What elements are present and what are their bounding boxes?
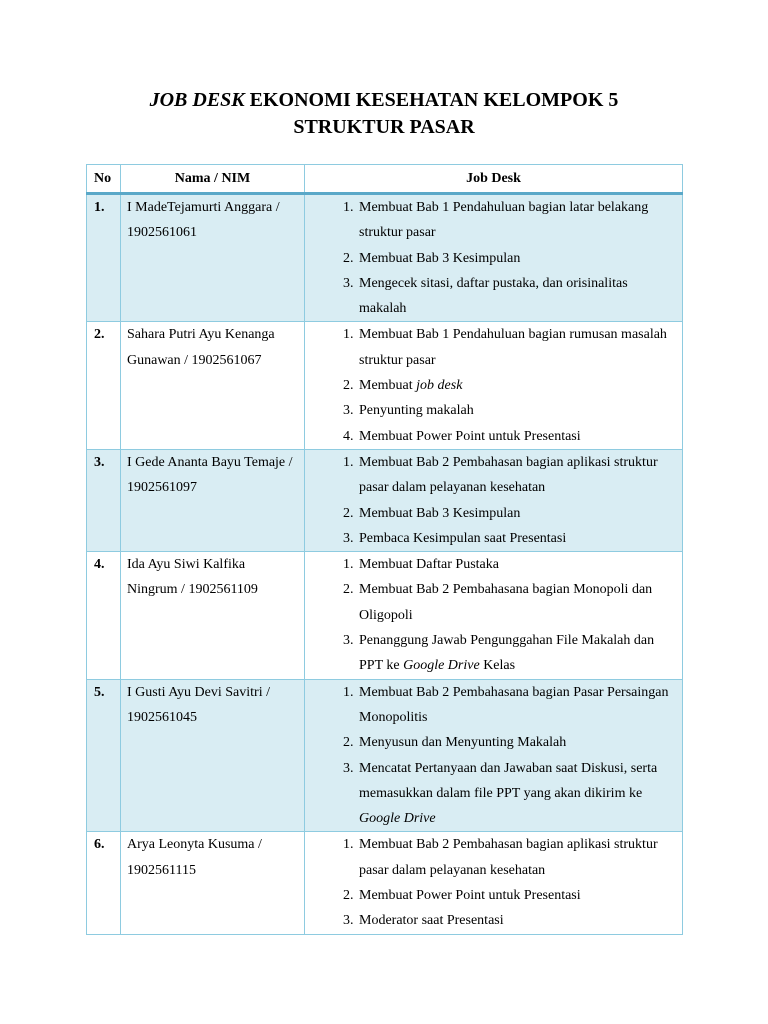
header-no: No (87, 165, 121, 194)
task-item (357, 730, 676, 755)
task-text: Membuat Bab 2 Pembahasana bagian Monopoli dan Oligopoli (359, 582, 653, 623)
job-desk-cell (305, 679, 683, 832)
task-item (357, 832, 676, 883)
task-list (305, 450, 676, 551)
table-row (87, 552, 683, 679)
task-text: Membuat Power Point untuk Presentasi (359, 888, 581, 904)
task-text: Menyusun dan Menyunting Makalah (359, 735, 567, 751)
task-item (357, 526, 676, 551)
table-header-row (87, 165, 683, 194)
task-item (357, 246, 676, 271)
task-list (305, 195, 676, 321)
member-name-nim: I Gusti Ayu Devi Savitri / 1902561045 (121, 679, 305, 832)
header-name: Nama / NIM (121, 165, 305, 194)
member-name-nim: I Gede Ananta Bayu Temaje / 1902561097 (121, 449, 305, 551)
task-text: Membuat Bab 2 Pembahasan bagian aplikasi struktur pasar dalam pelayanan kesehatan (359, 837, 658, 878)
task-text: Penyunting makalah (359, 403, 474, 419)
task-item (357, 373, 676, 398)
task-text: Membuat Bab 3 Kesimpulan (359, 505, 521, 521)
row-number: 5. (87, 679, 121, 832)
task-text: Penanggung Jawab Pengunggahan File Makalah dan PPT ke (359, 633, 655, 674)
task-list (305, 322, 676, 448)
task-text-italic: Google Drive (359, 811, 436, 827)
row-number: 6. (87, 832, 121, 934)
task-item (357, 450, 676, 501)
task-item (357, 577, 676, 628)
title-italic-part: JOB DESK (149, 89, 245, 111)
job-desk-cell (305, 552, 683, 679)
table-row (87, 679, 683, 832)
task-text: Membuat Bab 3 Kesimpulan (359, 250, 521, 266)
table-row (87, 449, 683, 551)
task-item (357, 424, 676, 449)
task-text-italic: job desk (416, 378, 463, 394)
document-title-line2: STRUKTUR PASAR (293, 116, 475, 138)
task-text: Membuat Daftar Pustaka (359, 557, 499, 573)
member-name-nim: Ida Ayu Siwi Kalfika Ningrum / 1902561109 (121, 552, 305, 679)
task-text: Pembaca Kesimpulan saat Presentasi (359, 530, 567, 546)
member-name-nim: Sahara Putri Ayu Kenanga Gunawan / 1902561067 (121, 322, 305, 449)
task-item (357, 552, 676, 577)
task-item (357, 398, 676, 423)
task-item (357, 756, 676, 832)
task-text: Mengecek sitasi, daftar pustaka, dan orisinalitas makalah (359, 275, 628, 317)
task-list (305, 832, 676, 933)
task-text: Membuat Bab 1 Pendahuluan bagian latar belakang struktur pasar (359, 200, 649, 241)
task-item (357, 908, 676, 933)
table-row (87, 832, 683, 934)
task-text: Membuat Bab 2 Pembahasana bagian Pasar Persaingan Monopolitis (359, 684, 669, 725)
job-desk-cell (305, 322, 683, 449)
task-item (357, 195, 676, 246)
member-name-nim: I MadeTejamurti Anggara / 1902561061 (121, 194, 305, 322)
job-desk-table (86, 164, 683, 935)
table-row (87, 322, 683, 449)
task-list (305, 680, 676, 832)
row-number: 3. (87, 449, 121, 551)
task-item (357, 680, 676, 731)
task-item (357, 628, 676, 679)
member-name-nim: Arya Leonyta Kusuma / 1902561115 (121, 832, 305, 934)
task-text: Membuat (359, 378, 417, 394)
task-text: Membuat Bab 2 Pembahasan bagian aplikasi struktur pasar dalam pelayanan kesehatan (359, 454, 658, 496)
task-text: Membuat Bab 1 Pendahuluan bagian rumusan masalah struktur pasar (359, 327, 667, 368)
task-item (357, 501, 676, 526)
task-text: Membuat Power Point untuk Presentasi (359, 428, 581, 444)
row-number: 2. (87, 322, 121, 449)
task-item (357, 271, 676, 322)
task-item (357, 883, 676, 908)
table-row (87, 194, 683, 322)
table-body (87, 194, 683, 935)
title-rest-part: EKONOMI KESEHATAN KELOMPOK 5 (244, 89, 619, 111)
task-text: Kelas (479, 658, 516, 674)
document-title-line1 (0, 87, 768, 114)
task-text: Mencatat Pertanyaan dan Jawaban saat Diskusi, serta memasukkan dalam file PPT yang akan dikirim ke (359, 760, 658, 801)
task-item (357, 322, 676, 373)
job-desk-cell (305, 194, 683, 322)
row-number: 1. (87, 194, 121, 322)
task-list (305, 552, 676, 678)
task-text-italic: Google Drive (403, 658, 480, 674)
job-desk-cell (305, 449, 683, 551)
header-job: Job Desk (305, 165, 683, 194)
task-text: Moderator saat Presentasi (359, 913, 504, 929)
row-number: 4. (87, 552, 121, 679)
job-desk-cell (305, 832, 683, 934)
